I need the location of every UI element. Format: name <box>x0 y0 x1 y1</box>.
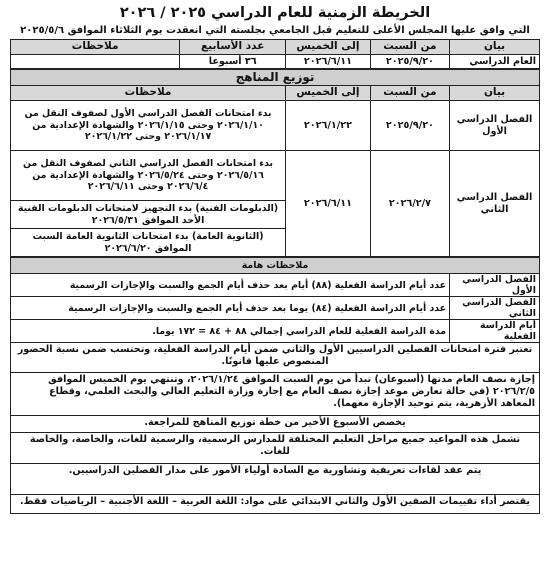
curriculum-header-notes: ملاحظات <box>11 86 286 101</box>
general-note-exams: تعتبر فترة امتحانات الفصلين الدراسيين الأول والثاني ضمن أيام الدراسة الفعلية، وتحتسب ضمن نسبة الحضور المنصوص عليها قانونًا. <box>10 343 540 373</box>
term2-note-secondary: (الثانوية العامة) بدء امتحانات الثانوية العامة السبت الموافق ٢٠٢٦/٦/٢٠ <box>11 229 286 257</box>
note-total-label: أيام الدراسة الفعلية <box>450 320 540 343</box>
header-from: من السبت <box>370 40 449 55</box>
curriculum-banner: توزيع المناهج <box>11 70 540 86</box>
note-term2-text: عدد أيام الدراسة الفعلية (٨٤) يوما بعد حذف أيام الجمع والسبت والإجازات الرسمية <box>11 297 450 320</box>
term2-note-exams: بدء امتحانات الفصل الدراسي الثاني لصفوف النقل من ٢٠٢٦/٥/١٦ وحتى ٢٠٢٦/٥/٢٤ والشهادة الإعدادية من ٢٠٢٦/٦/٤ وحتى ٢٠٢٦/٦/١١ <box>11 151 286 201</box>
term1-note: بدء امتحانات الفصل الدراسي الأول لصفوف النقل من ٢٠٢٦/١/١٠ وحتى ٢٠٢٦/١/١٥ والشهادة الإعدادية من ٢٠٢٦/١/١٧ وحتى ٢٠٢٦/١/٢٢ <box>11 101 286 151</box>
document-page <box>10 4 540 514</box>
general-note-review-week: يخصص الأسبوع الأخير من خطة توزيع المناهج للمراجعة. <box>10 416 540 433</box>
general-note-midyear-break: إجازة نصف العام مدتها (أسبوعان) تبدأ من يوم السبت الموافق ٢٠٢٦/١/٢٤، وتنتهي يوم الخميس الموافق ٢٠٢٦/٢/٥ (في حالة تعارض موعد إجازة نصف العام مع إجازة وزارة التعليم العالي والبحث العلمي، وقطاع المعاهد الأزهرية، يتم توحيد الإجازة معهما). <box>10 373 540 416</box>
year-to: ٢٠٢٦/٦/١١ <box>286 55 371 69</box>
general-note-primary-assessments: يقتصر أداء تقييمات الصفين الأول والثاني الابتدائي على مواد: اللغة العربية – اللغة الأجنبية – الرياضيات فقط. <box>10 495 540 514</box>
curriculum-table <box>10 69 540 257</box>
curriculum-header-from: من السبت <box>370 86 449 101</box>
term2-to: ٢٠٢٦/٦/١١ <box>286 151 371 257</box>
header-statement: بيان <box>450 40 540 55</box>
term1-to: ٢٠٢٦/١/٢٢ <box>286 101 371 151</box>
document-title: الخريطة الزمنية للعام الدراسي ٢٠٢٥ / ٢٠٢٦ <box>119 5 431 21</box>
document-subtitle: التي وافق عليها المجلس الأعلى للتعليم قبل الجامعي بجلسته التي انعقدت يوم الثلاثاء الموافق ٢٠٢٥/٥/٦ <box>20 25 530 36</box>
curriculum-header-statement: بيان <box>450 86 540 101</box>
year-label: العام الدراسي <box>450 55 540 69</box>
term1-from: ٢٠٢٥/٩/٢٠ <box>370 101 449 151</box>
year-weeks: ٣٦ أسبوعا <box>180 55 286 69</box>
general-note-scope: تشمل هذه المواعيد جميع مراحل التعليم المختلفة للمدارس الرسمية، والرسمية للغات، والخاصة، والخاصة للغات. <box>10 433 540 464</box>
term2-from: ٢٠٢٦/٢/٧ <box>370 151 449 257</box>
note-total-text: مدة الدراسة الفعلية للعام الدراسي إجمالي ٨٨ + ٨٤ = ١٧٢ يوما. <box>11 320 450 343</box>
academic-year-table <box>10 39 540 69</box>
important-notes-table <box>10 257 540 343</box>
header-weeks: عدد الأسابيع <box>180 40 286 55</box>
important-notes-banner: ملاحظات هامة <box>11 258 540 274</box>
note-term1-text: عدد أيام الدراسة الفعلية (٨٨) أيام بعد حذف أيام الجمع والسبت والإجازات الرسمية <box>11 274 450 297</box>
header-notes: ملاحظات <box>11 40 180 55</box>
general-note-parent-meetings: يتم عقد لقاءات تعريفية وتشاورية مع السادة أولياء الأمور على مدار الفصلين الدراسيين. <box>10 464 540 495</box>
term2-note-diplomas: (الدبلومات الفنية) بدء التجهيز لامتحانات الدبلومات الفنية الأحد الموافق ٢٠٢٦/٥/٣١ <box>11 201 286 229</box>
header-to: إلى الخميس <box>286 40 371 55</box>
year-from: ٢٠٢٥/٩/٢٠ <box>370 55 449 69</box>
note-term2-label: الفصل الدراسي الثاني <box>450 297 540 320</box>
curriculum-header-to: إلى الخميس <box>286 86 371 101</box>
year-notes <box>11 55 180 69</box>
term1-label: الفصل الدراسي الأول <box>450 101 540 151</box>
note-term1-label: الفصل الدراسي الأول <box>450 274 540 297</box>
term2-label: الفصل الدراسي الثاني <box>450 151 540 257</box>
